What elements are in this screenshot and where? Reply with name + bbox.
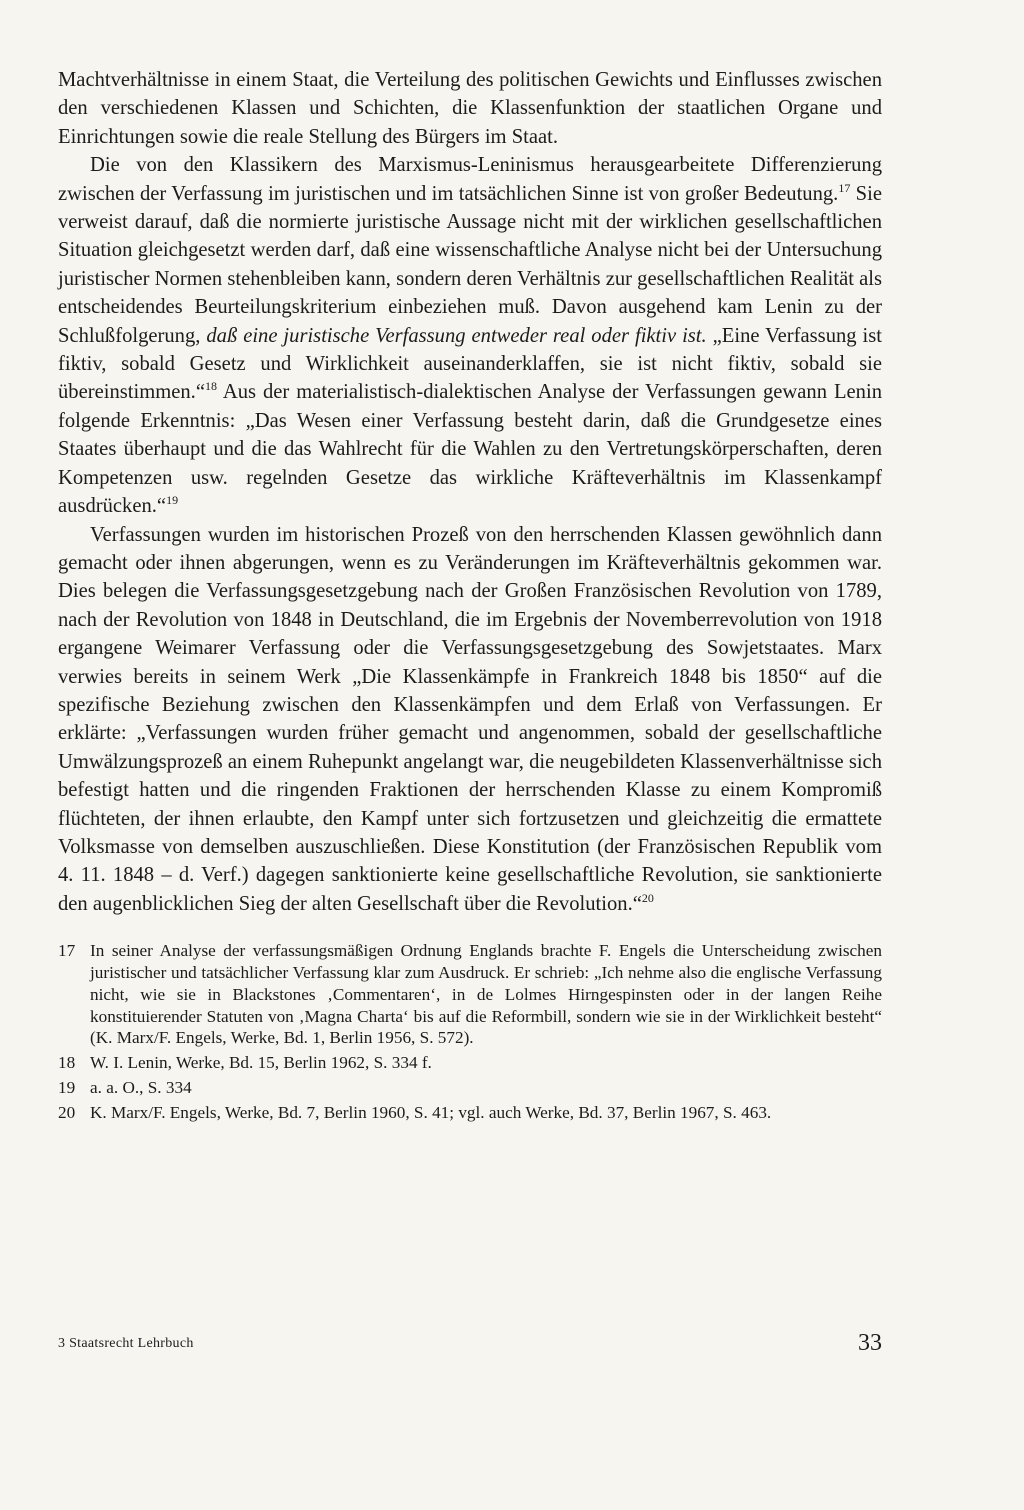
footnote-17 (58, 940, 882, 1049)
footnote-text: In seiner Analyse der verfassungsmäßigen Ordnung Englands brachte F. Engels die Unterscheidung zwischen juristischer und tatsächlicher Verfassung klar zum Ausdruck. Er schrieb: „Ich nehme also die englische Verfassung nicht, wie sie in Blackstones ‚Commentaren‘, in de Lolmes Hirngespinsten oder in der langen Reihe konstituierender Statuten von ‚Magna Charta‘ bis auf die Reformbill, sondern wie sie in der Wirklichkeit besteht“ (K. Marx/F. Engels, Werke, Bd. 1, Berlin 1956, S. 572). (90, 941, 882, 1048)
footnote-19 (58, 1077, 882, 1099)
footnote-18 (58, 1052, 882, 1074)
footnote-ref-17[interactable]: 17 (838, 180, 851, 195)
paragraph-2-text-c: „Eine Verfassung ist fiktiv, sobald Gesetz und Wirklichkeit auseinanderklaffen, sie ist nicht fiktiv, sobald sie übereinstimmen.“ (58, 324, 882, 404)
signature-mark: 3 Staatsrecht Lehrbuch (58, 1336, 194, 1351)
footnote-text: W. I. Lenin, Werke, Bd. 15, Berlin 1962, S. 334 f. (90, 1053, 432, 1073)
footnote-number: 17 (58, 941, 76, 961)
footnote-20 (58, 1102, 882, 1124)
paragraph-2-text-b: Sie verweist darauf, daß die normierte juristische Aussage nicht mit der wirklichen gesellschaftlichen Situation gleichgesetzt werden darf, daß eine wissenschaftliche Analyse nicht bei der Untersuchung juristischer Normen stehenbleiben kann, sondern deren Verhältnis zur gesellschaftlichen Realität als entscheidendes Beurteilungskriterium einbeziehen muß. Davon ausgehend kam Lenin zu der Schlußfolgerung, (58, 182, 882, 347)
paragraph-1-text: Machtverhältnisse in einem Staat, die Verteilung des politischen Gewichts und Einflusses zwischen den verschiedenen Klassen und Schichten, die Klassenfunktion der staatlichen Organe und Einrichtungen sowie die reale Stellung des Bürgers im Staat. (58, 69, 882, 148)
page-footer (58, 1330, 882, 1360)
footnotes (58, 940, 882, 1123)
footnote-number: 20 (58, 1102, 76, 1122)
paragraph-2-text-a: Die von den Klassikern des Marxismus-Leninismus herausgearbeitete Differenzierung zwischen der Verfassung im juristischen und im tatsächlichen Sinne ist von großer Bedeutung. (58, 154, 882, 205)
footnote-number: 19 (58, 1077, 76, 1097)
page-content (58, 66, 882, 1127)
footnote-number: 18 (58, 1053, 76, 1073)
footnote-text: a. a. O., S. 334 (90, 1077, 192, 1097)
page-number: 33 (858, 1330, 882, 1356)
paragraph-3 (58, 521, 882, 919)
footnote-ref-19[interactable]: 19 (166, 493, 179, 508)
paragraph-2 (58, 151, 882, 520)
footnote-ref-18[interactable]: 18 (204, 379, 217, 394)
paragraph-2-italic: daß eine juristische Verfassung entweder real oder fiktiv ist. (206, 324, 707, 347)
paragraph-1 (58, 66, 882, 151)
footnote-ref-20[interactable]: 20 (641, 890, 654, 905)
footnote-text: K. Marx/F. Engels, Werke, Bd. 7, Berlin 1960, S. 41; vgl. auch Werke, Bd. 37, Berlin 1967, S. 463. (90, 1102, 772, 1122)
paragraph-3-text: Verfassungen wurden im historischen Prozeß von den herrschenden Klassen gewöhnlich dann gemacht oder ihnen abgerungen, wenn es zu Veränderungen im Kräfteverhältnis gekommen war. Dies belegen die Verfassungsgesetzgebung nach der Großen Französischen Revolution von 1789, nach der Revolution von 1848 in Deutschland, die im Ergebnis der Novemberrevolution von 1918 ergangene Weimarer Verfassung oder die Verfassungsgesetzgebung des Sowjetstaates. Marx verwies bereits in seinem Werk „Die Klassenkämpfe in Frankreich 1848 bis 1850“ auf die spezifische Beziehung zwischen den Klassenkämpfen und dem Erlaß von Verfassungen. Er erklärte: „Verfassungen wurden früher gemacht und angenommen, sobald der gesellschaftliche Umwälzungsprozeß an einem Ruhepunkt angelangt war, die neugebildeten Klassenverhältnisse sich befestigt hatten und die ringenden Fraktionen der herrschenden Klasse zu einem Kompromiß flüchteten, der ihnen erlaubte, den Kampf unter sich fortzusetzen und gleichzeitig die ermattete Volksmasse von demselben auszuschließen. Diese Konstitution (der Französischen Republik vom 4. 11. 1848 – d. Verf.) dagegen sanktionierte keine gesellschaftliche Revolution, sie sanktionierte den augenblicklichen Sieg der alten Gesellschaft über die Revolution.“ (58, 523, 882, 915)
paragraph-2-text-d: Aus der materialistisch-dialektischen Analyse der Verfassungen gewann Lenin folgende Erkenntnis: „Das Wesen einer Verfassung besteht darin, daß die Grundgesetze eines Staates überhaupt und die das Wahlrecht für die Wahlen zu den Vertretungskörperschaften, deren Kompetenzen usw. regelnden Gesetze das wirkliche Kräfteverhältnis im Klassenkampf ausdrücken.“ (58, 381, 882, 518)
